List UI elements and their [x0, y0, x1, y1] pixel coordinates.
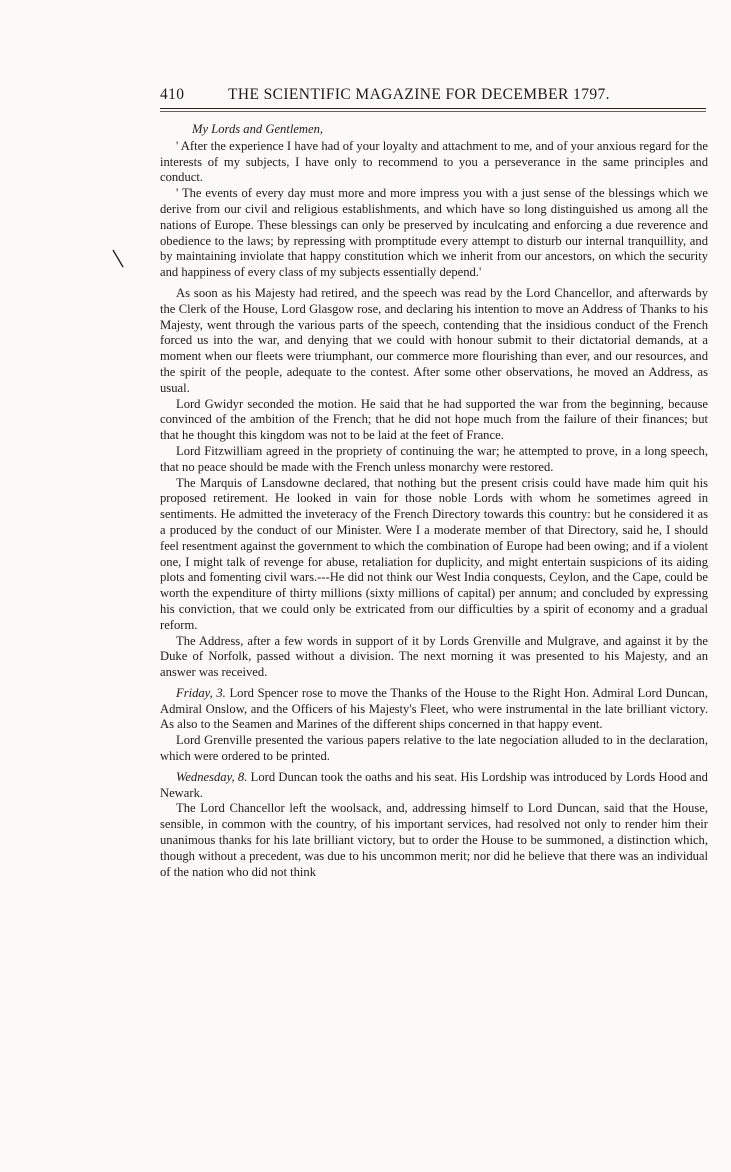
paragraph-lord-fitzwilliam: Lord Fitzwilliam agreed in the propriety of continuing the war; he attempted to prove, in a long speech, that no peace should be made with the French unless monarchy were restored.	[160, 443, 708, 474]
margin-stroke-icon	[112, 249, 124, 269]
speech-paragraph-2: ' The events of every day must more and more impress you with a just sense of the blessings which we derive from our civil and religious establishments, and which have so long distinguished us among all the nations of Europe. These blessings can only be preserved by inculcating and enforcing a due reverence and obedience to the laws; by repressing with promptitude every attempt to disturb our internal tranquillity, and by maintaining inviolate that happy constitution which we inherit from our ancestors, on which the security and happiness of every class of my subjects essentially depend.'	[160, 186, 708, 280]
header-rule-thin	[160, 111, 706, 112]
speech-paragraph-1: ' After the experience I have had of your loyalty and attachment to me, and of your anxious regard for the interests of my subjects, I have only to recommend to you a perseverance in the same principles and conduct.	[160, 138, 708, 185]
header-rule	[160, 108, 706, 109]
paragraph-lord-glasgow: As soon as his Majesty had retired, and the speech was read by the Lord Chancellor, and afterwards by the Clerk of the House, Lord Glasgow rose, and declaring his intention to move an Address of Thanks to his Majesty, went through the various parts of the speech, contending that the insidious conduct of the French forced us into the war, and denying that we could with honour submit to their dictatorial demands, at a moment when our fleets were triumphant, our commerce more flourishing than ever, and our resources, and the spirit of the people, adequate to the contest. After some other observations, he moved an Address, as usual.	[160, 285, 708, 395]
date-wednesday: Wednesday, 8.	[176, 769, 248, 784]
article-body	[160, 122, 708, 880]
wednesday-text: Lord Duncan took the oaths and his seat. His Lordship was introduced by Lords Hood and Newark.	[160, 769, 708, 800]
running-title: THE SCIENTIFIC MAGAZINE FOR DECEMBER 1797.	[228, 86, 610, 103]
salutation: My Lords and Gentlemen,	[192, 122, 324, 136]
paragraph-chancellor: The Lord Chancellor left the woolsack, and, addressing himself to Lord Duncan, said that the House, sensible, in common with the country, of his important services, had resolved not only to render him their unanimous thanks for his late brilliant victory, but to order the House to be summoned, a distinction which, though without a precedent, was due to his uncommon merit; nor did he believe that there was an individual of the nation who did not think	[160, 801, 708, 879]
paragraph-address: The Address, after a few words in support of it by Lords Grenville and Mulgrave, and against it by the Duke of Norfolk, passed without a division. The next morning it was presented to his Majesty, and an answer was received.	[160, 633, 708, 680]
paragraph-wednesday	[160, 770, 708, 802]
paragraph-lord-gwidyr: Lord Gwidyr seconded the motion. He said that he had supported the war from the beginning, because convinced of the ambition of the French; that he did not hope much from the failure of their finances; but that he thought this kingdom was not to be laid at the feet of France.	[160, 396, 708, 443]
page-number: 410	[160, 86, 185, 103]
paragraph-lansdowne: The Marquis of Lansdowne declared, that nothing but the present crisis could have made him quit his proposed retirement. He looked in vain for those noble Lords with whom he sometimes agreed in sentiments. He admitted the inveteracy of the French Directory towards this country: but he considered it as a produced by the conduct of our Minister. Were I a moderate member of that Directory, said he, I should feel resentment against the government to which the combination of Europe had been owing; and if a violent one, I might talk of revenge for abuse, retaliation for duplicity, and might entertain suspicions of its aiding plots and fomenting civil wars.---He did not think our West India conquests, Ceylon, and the Cape, could be worth the expenditure of thirty millions (sixty millions of capital) per annum; and concluded by expressing his conviction, that we could only be extricated from our difficulties by a spirit of economy and a gradual reform.	[160, 475, 709, 632]
friday-text: Lord Spencer rose to move the Thanks of the House to the Right Hon. Admiral Lord Duncan, Admiral Onslow, and the Officers of his Majesty's Fleet, who were instrumental in the late brilliant victory. As also to the Seamen and Marines of the different ships concerned in that happy event.	[160, 685, 708, 732]
paragraph-friday	[160, 686, 708, 733]
paragraph-grenville: Lord Grenville presented the various papers relative to the late negociation alluded to in the declaration, which were ordered to be printed.	[160, 733, 708, 764]
date-friday: Friday, 3.	[176, 685, 226, 700]
